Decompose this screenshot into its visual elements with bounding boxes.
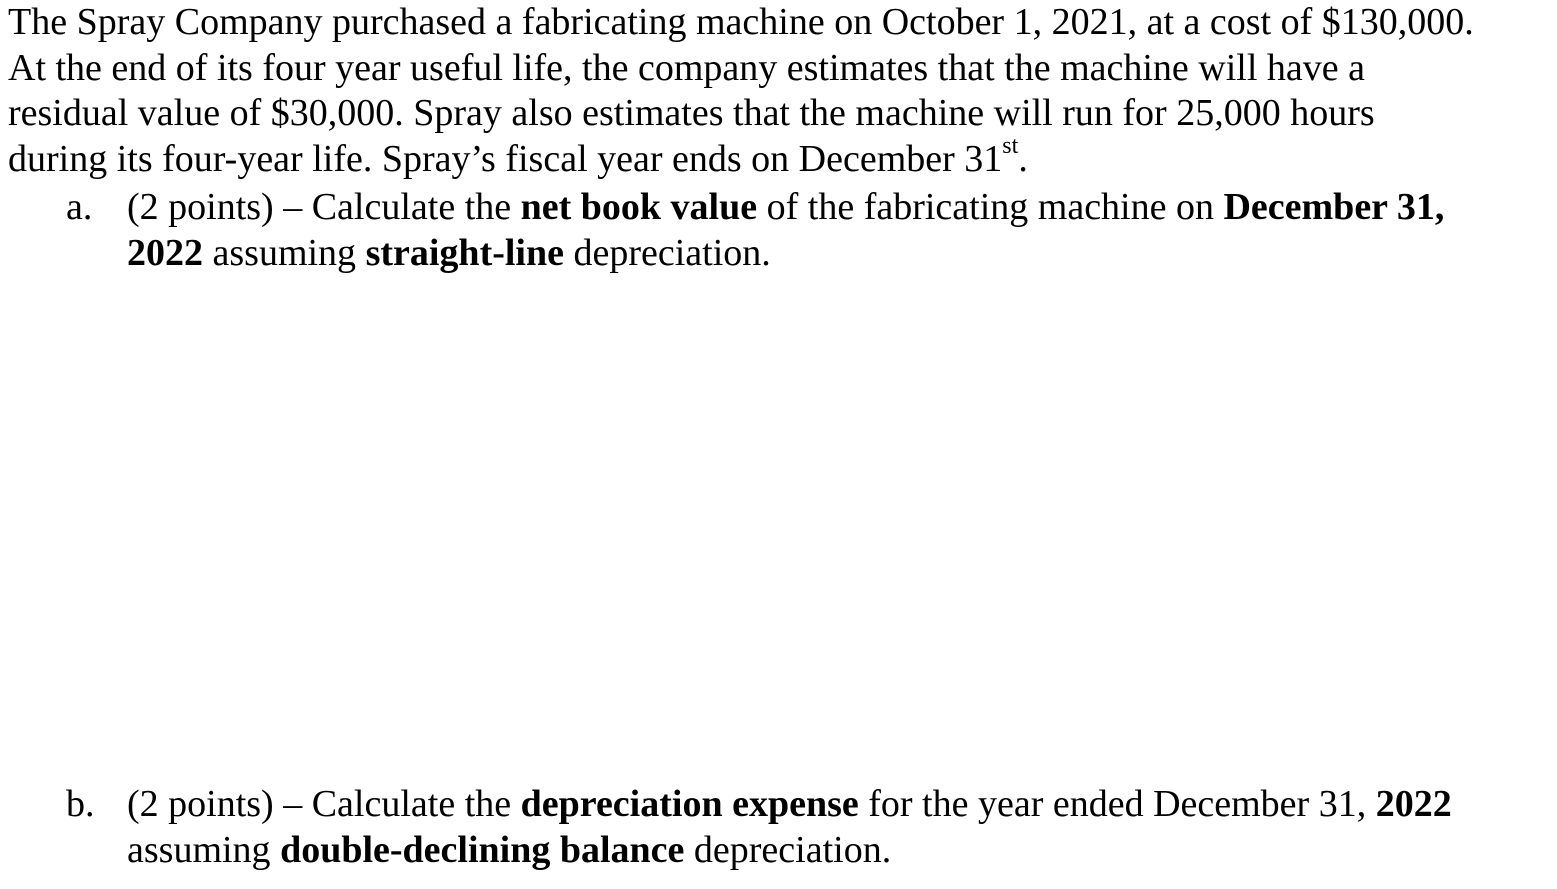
question-a-marker: a.: [66, 186, 93, 228]
intro-line-2: At the end of its four year useful life, the company estimates that the machine will have a: [8, 46, 1365, 89]
question-a-text-run: of the fabricating machine on: [757, 186, 1224, 228]
question-a-emphasis: straight-line: [365, 231, 564, 274]
intro-line-4-end: .: [1018, 137, 1028, 180]
question-a-emphasis: December 31,: [1223, 186, 1445, 228]
question-a-emphasis: 2022: [127, 231, 203, 274]
question-b-emphasis: depreciation expense: [520, 783, 859, 825]
intro-line-4: [8, 132, 1553, 183]
question-a-line-2: [127, 231, 1547, 277]
question-b-text-run: (2 points) – Calculate the: [127, 783, 521, 825]
question-a-text-run: (2 points) – Calculate the: [127, 186, 521, 228]
question-b-text-run: for the year ended December 31,: [858, 783, 1376, 825]
ordinal-suffix: st: [1002, 132, 1019, 159]
intro-line-1: The Spray Company purchased a fabricating machine on October 1, 2021, at a cost of $130,000.: [8, 1, 1474, 43]
question-b-marker: b.: [66, 783, 95, 825]
question-b-emphasis: 2022: [1375, 783, 1452, 825]
question-b-line-1: [127, 782, 1547, 828]
question-a-text: [127, 185, 1547, 276]
question-b-line-2: [127, 828, 1547, 874]
question-b-text-run: assuming: [127, 828, 281, 871]
question-a-line-1: [127, 185, 1547, 231]
question-a-emphasis: net book value: [520, 186, 758, 228]
question-a-text-run: assuming: [203, 231, 366, 274]
question-b-emphasis: double-declining balance: [280, 828, 685, 871]
question-b-text-run: depreciation.: [684, 828, 892, 871]
intro-line-4-text: during its four-year life. Spray’s fiscal year ends on December 31: [8, 137, 1003, 180]
question-b-text: [127, 782, 1547, 873]
question-a-text-run: depreciation.: [564, 231, 771, 274]
problem-statement: [8, 0, 1553, 182]
intro-line-3: residual value of $30,000. Spray also estimates that the machine will run for 25,000 hours: [8, 92, 1375, 134]
